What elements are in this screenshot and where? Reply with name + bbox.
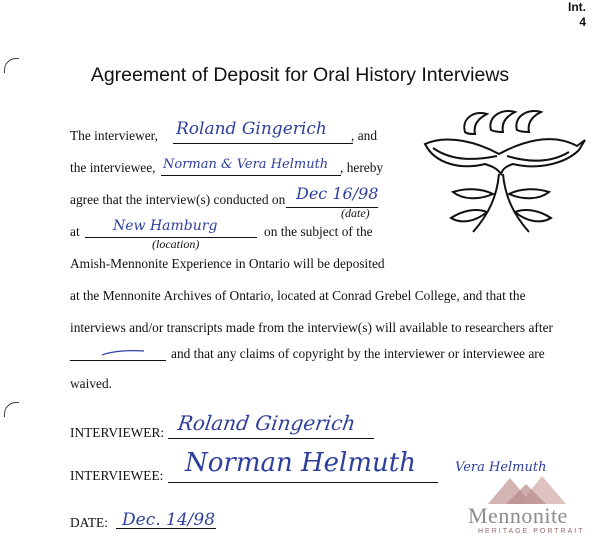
location-caption: (location) [152, 237, 200, 251]
line-interviewer-suffix: , and [351, 128, 378, 143]
interviewee-name-handwritten: Norman & Vera Helmuth [163, 157, 329, 172]
line-at: at [70, 224, 80, 239]
date-caption: (date) [341, 206, 370, 220]
line-interviewer-prefix: The interviewer, [70, 128, 158, 143]
line-interviewee-prefix: the interviewee, [70, 160, 156, 175]
interviewee-signature: Norman Helmuth [185, 448, 416, 478]
interviewee-signature-second: Vera Helmuth [455, 460, 547, 475]
signed-date-label: DATE: [70, 515, 108, 530]
interviewer-signature-label: INTERVIEWER: [70, 425, 165, 440]
interviewer-name-handwritten: Roland Gingerich [176, 119, 327, 139]
line-copyright: and that any claims of copyright by the interviewer or interviewee are [171, 346, 545, 361]
line-availability: interviews and/or transcripts made from the interview(s) will available to researchers after [70, 320, 553, 335]
interviewee-blank [161, 175, 341, 176]
location-handwritten: New Hamburg [113, 218, 218, 234]
after-blank [70, 360, 166, 361]
document-title: Agreement of Deposit for Oral History Interviews [90, 64, 510, 86]
line-subject: on the subject of the [264, 224, 373, 239]
line-interviewee-suffix: , hereby [340, 160, 384, 175]
interviewer-signature-line [168, 438, 374, 439]
line-archives: at the Mennonite Archives of Ontario, located at Conrad Grebel College, and that the [70, 288, 526, 303]
interview-label: Int. [568, 0, 586, 14]
line-experience: Amish-Mennonite Experience in Ontario will be deposited [70, 256, 385, 271]
emblem-logo [417, 104, 592, 239]
line-waived: waived. [70, 376, 113, 391]
interviewee-signature-label: INTERVIEWEE: [70, 468, 164, 483]
watermark-roof-icon [480, 470, 580, 506]
interview-date-handwritten: Dec 16/98 [296, 184, 379, 203]
interview-number-value: 4 [579, 15, 586, 29]
watermark-mennonite: Mennonite [468, 503, 568, 528]
interview-number [568, 0, 586, 30]
interviewee-signature-line [168, 482, 438, 483]
binder-mark [4, 402, 19, 417]
interviewer-blank [173, 143, 353, 144]
signed-date: Dec. 14/98 [122, 510, 216, 530]
interviewer-signature: Roland Gingerich [176, 411, 358, 435]
line-conducted-on: agree that the interview(s) conducted on [70, 192, 286, 207]
after-blank-pen-stroke [100, 348, 146, 358]
watermark-subtitle: HERITAGE PORTRAIT [478, 528, 585, 535]
